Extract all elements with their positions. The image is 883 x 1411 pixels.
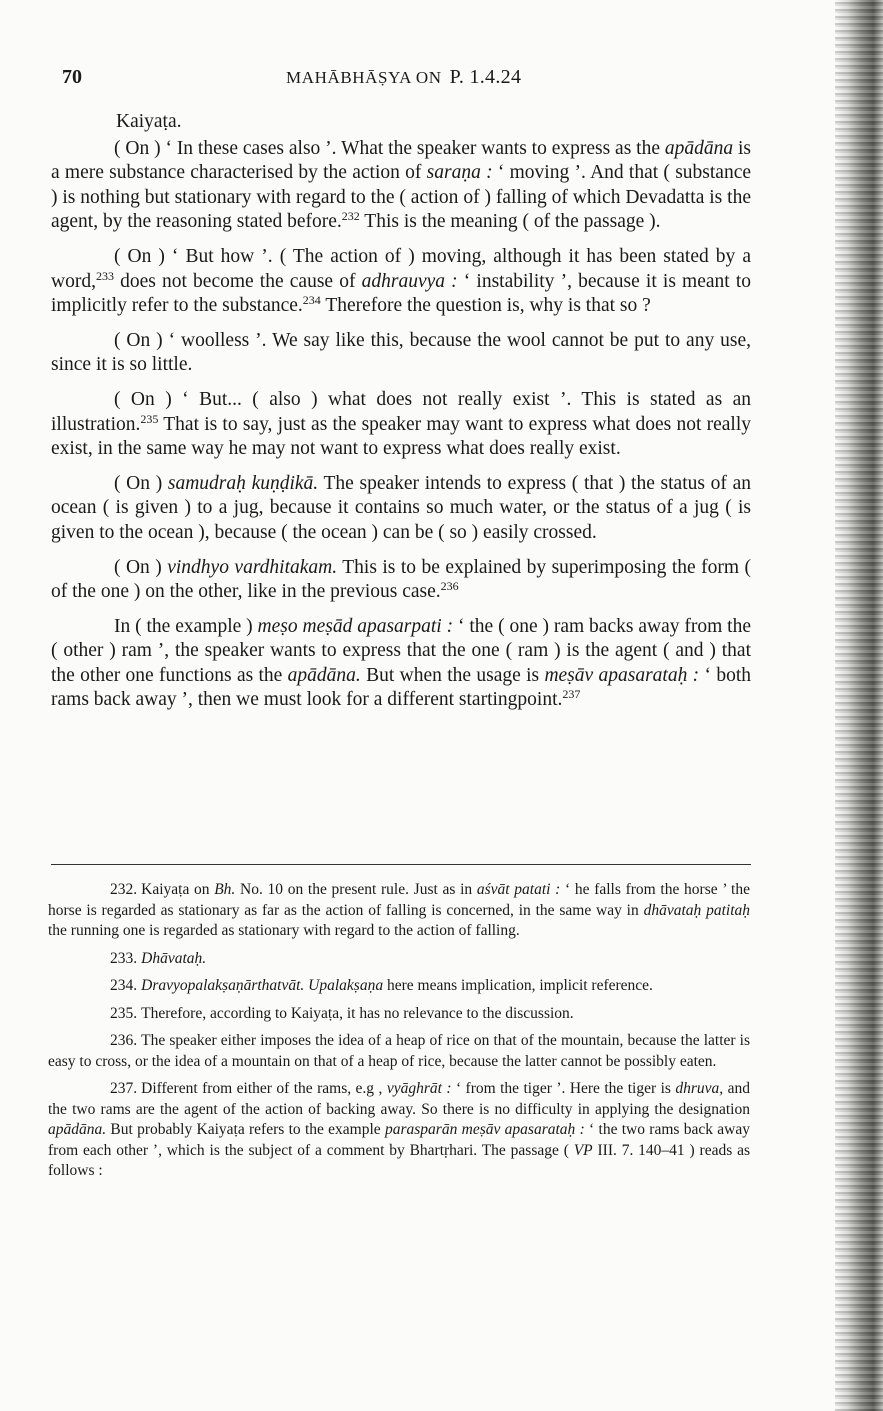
paragraph-7: In ( the example ) meṣo meṣād apasarpati : ‘ the ( one ) ram backs away from the ( other ) ram ’, the speaker wants to express that the one ( ram ) is the agent ( and ) that the other one functions as the apādāna. But when the usage is meṣāv apasarataḥ : ‘ both rams back away ’, then we must look for a different startingpoint.$^{237}$: [51, 615, 751, 711]
running-title-text: MAHĀBHĀṢYA ON: [286, 68, 442, 87]
footnote-ref-232: 232: [341, 209, 360, 224]
paragraph-3: ( On ) ‘ woolless ’. We say like this, because the wool cannot be put to any use, since it is so little.: [51, 329, 751, 376]
footnotes: [48, 880, 750, 1189]
page-number: 70: [62, 66, 82, 88]
gutter-texture: [835, 0, 883, 1411]
footnote-ref-234: 234: [302, 293, 321, 308]
footnote-ref-237: 237: [562, 687, 581, 702]
running-title: [286, 66, 521, 89]
running-title-reference: P. 1.4.24: [449, 66, 522, 88]
section-label: Kaiyaṭa.: [116, 111, 182, 132]
footnote-235: 235. Therefore, according to Kaiyaṭa, it has no relevance to the discussion.: [110, 1004, 574, 1022]
footnote-236: 236. The speaker either imposes the idea of a heap of rice on that of the mountain, because the latter is easy to cross, or the idea of a mountain on that of a heap of rice, because the latter cannot be possibly eaten.: [48, 1032, 750, 1070]
paragraph-4: ( On ) ‘ But... ( also ) what does not really exist ’. This is stated as an illustration.$^{235}$ That is to say, just as the speaker may want to express what does not really exist, in the same way he may not want to express what does really exist.: [51, 388, 751, 460]
footnote-233: 233. Dhāvataḥ.: [110, 949, 207, 967]
paragraph-5: ( On ) samudraḥ kuṇḍikā. The speaker intends to express ( that ) the status of an ocean ( is given ) to a jug, because it contains so much water, or the status of a jug ( is given to the ocean ), because ( the ocean ) can be ( so ) easily crossed.: [51, 472, 751, 543]
paragraph-1: ( On ) ‘ In these cases also ’. What the speaker wants to express as the apādāna is a mere substance characterised by the action of saraṇa : ‘ moving ’. And that ( substance ) is nothing but stationary with regard to the ( action of ) falling of which Devadatta is the agent, by the reasoning stated before.$^{232}$ This is the meaning ( of the passage ).: [51, 137, 752, 233]
page-header: [0, 66, 840, 96]
footnote-ref-233: 233: [95, 268, 114, 283]
page-gutter-shadow: [835, 0, 883, 1411]
footnote-237: 237. Different from either of the rams, e.g , vyāghrāt : ‘ from the tiger ’. Here the tiger is dhruva, and the two rams are the agent of the action of backing away. So there is no difficulty in applying the designation apādāna. But probably Kaiyaṭa refers to the example parasparān meṣāv apasarataḥ : ‘ the two rams back away from each other ’, which is the subject of a comment by Bhartṛhari. The passage ( VP III. 7. 140–41 ) reads as follows :: [48, 1080, 750, 1179]
footnote-ref-236: 236: [440, 579, 459, 594]
paragraph-2: ( On ) ‘ But how ’. ( The action of ) moving, although it has been stated by a word,$^{233}$ does not become the cause of adhrauvya : ‘ instability ’, because it is meant to implicitly refer to the substance.$^{234}$ Therefore the question is, why is that so ?: [51, 245, 751, 317]
footnote-232: 232. Kaiyaṭa on Bh. No. 10 on the present rule. Just as in aśvāt patati : ‘ he falls from the horse ’ the horse is regarded as stationary as far as the action of falling is concerned, in the same way in dhāvataḥ patitaḥ the running one is regarded as stationary with regard to the action of falling.: [48, 881, 751, 939]
footnote-ref-235: 235: [140, 411, 159, 426]
main-text: [51, 110, 751, 723]
paragraph-6: ( On ) vindhyo vardhitakam. This is to be explained by superimposing the form ( of the one ) on the other, like in the previous case.$^{236}$: [51, 556, 752, 603]
footnote-234: 234. Dravyopalakṣaṇārthatvāt. Upalakṣaṇa here means implication, implicit reference.: [110, 977, 653, 994]
footnote-divider: [51, 864, 751, 865]
